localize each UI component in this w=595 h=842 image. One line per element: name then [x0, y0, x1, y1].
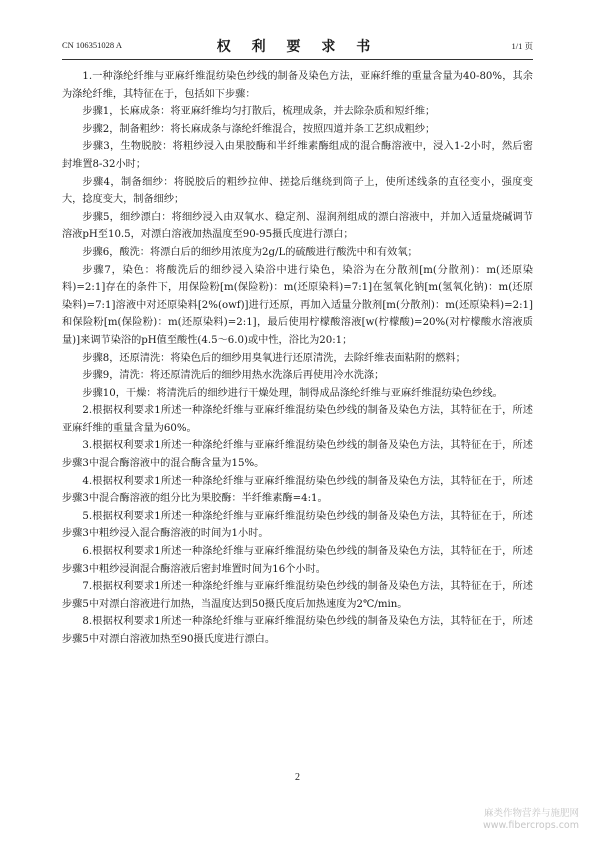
page-header: [62, 36, 533, 56]
patent-number: CN 106351028 A: [62, 40, 122, 50]
claim-paragraph: 2.根据权利要求1所述一种涤纶纤维与亚麻纤维混纺染色纱线的制备及染色方法，其特征在于，所述亚麻纤维的重量含量为60%。: [62, 405, 533, 434]
page-indicator: 1/1 页: [511, 41, 533, 51]
claim-paragraph: 8.根据权利要求1所述一种涤纶纤维与亚麻纤维混纺染色纱线的制备及染色方法，其特征在于，所述步骤5中对漂白溶液加热至90摄氏度进行漂白。: [62, 616, 533, 645]
claim-paragraph: 步骤3，生物脱胶：将粗纱浸入由果胶酶和半纤维素酶组成的混合酶溶液中，浸入1-2小时，然后密封堆置8-32小时；: [62, 141, 533, 170]
claim-paragraph: 4.根据权利要求1所述一种涤纶纤维与亚麻纤维混纺染色纱线的制备及染色方法，其特征在于，所述步骤3中混合酶溶液的组分比为果胶酶：半纤维素酶=4:1。: [62, 475, 533, 505]
claim-paragraph: 3.根据权利要求1所述一种涤纶纤维与亚麻纤维混纺染色纱线的制备及染色方法，其特征在于，所述步骤3中混合酶溶液中的混合酶含量为15%。: [62, 440, 533, 470]
claim-paragraph: 1.一种涤纶纤维与亚麻纤维混纺染色纱线的制备及染色方法，亚麻纤维的重量含量为40-80%，其余为涤纶纤维，其特征在于，包括如下步骤：: [62, 71, 533, 100]
claim-paragraph: 步骤7，染色：将酸洗后的细纱浸入染浴中进行染色，染浴为在分散剂[m(分散剂)：m(还原染料)=2:1]存在的条件下，用保险粉[m(保险粉)：m(还原染料)=7:1]在氢氧化钠[m(氢氧化钠)：m(还原染料)=7:1]溶液中对还原染料[2%(owf)]进行还原，再加入适量分散剂[m(分散剂)：m(还原染料)=2:1]和保险粉[m(保险粉)：m(还原染料)=2:1]，最后使用柠檬酸溶液[w(柠檬酸)=20%(对柠檬酸水溶液质量)]来调节染浴的pH值至酸性(4.5～6.0)或中性，浴比为20:1；: [62, 264, 533, 346]
claim-paragraph: 步骤6，酸洗：将漂白后的细纱用浓度为2g/L的硫酸进行酸洗中和有效氧；: [82, 246, 418, 258]
claim-paragraph: 6.根据权利要求1所述一种涤纶纤维与亚麻纤维混纺染色纱线的制备及染色方法，其特征在于，所述步骤3中粗纱浸润混合酶溶液后密封堆置时间为16个小时。: [62, 546, 533, 575]
claim-paragraph: 步骤1，长麻成条：将亚麻纤维均匀打散后，梳理成条，并去除杂质和短纤维；: [82, 106, 436, 118]
watermark: [483, 808, 579, 832]
claim-paragraph: 7.根据权利要求1所述一种涤纶纤维与亚麻纤维混纺染色纱线的制备及染色方法，其特征在于，所述步骤5中对漂白溶液进行加热，当温度达到50摄氏度后加热速度为2℃/min。: [62, 581, 533, 610]
claim-paragraph: 步骤8，还原清洗：将染色后的细纱用臭氧进行还原清洗，去除纤维表面粘附的燃料；: [82, 352, 466, 364]
document-title: 权 利 要 求 书: [216, 39, 379, 55]
claim-paragraph: 步骤9，清洗：将还原清洗后的细纱用热水洗涤后再使用冷水洗涤；: [82, 370, 385, 382]
page-number: 2: [295, 772, 300, 783]
claim-paragraph: 步骤2，制备粗纱：将长麻成条与涤纶纤维混合，按照四道并条工艺织成粗纱；: [82, 123, 436, 135]
claim-paragraph: 步骤4，制备细纱：将脱胶后的粗纱拉伸、搓捻后继绕到筒子上，使所述线条的直径变小，强度变大，捻度变大，制备细纱；: [62, 176, 533, 206]
claim-paragraph: 步骤5，细纱漂白：将细纱浸入由双氧水、稳定剂、湿润剂组成的漂白溶液中，并加入适量烧碱调节溶液pH至10.5，对漂白溶液加热温度至90-95摄氏度进行漂白；: [62, 211, 533, 241]
claim-paragraph: 5.根据权利要求1所述一种涤纶纤维与亚麻纤维混纺染色纱线的制备及染色方法，其特征在于，所述步骤3中粗纱浸入混合酶溶液的时间为1小时。: [62, 510, 533, 540]
watermark-site-name: 麻类作物营养与施肥网: [483, 808, 579, 819]
claim-paragraph: 步骤10，干燥：将清洗后的细纱进行干燥处理，制得成品涤纶纤维与亚麻纤维混纺染色纱线。: [82, 387, 503, 399]
watermark-url: www.fibercrops.com: [482, 820, 579, 831]
header-divider: [62, 59, 533, 60]
claims-body: [62, 68, 533, 649]
